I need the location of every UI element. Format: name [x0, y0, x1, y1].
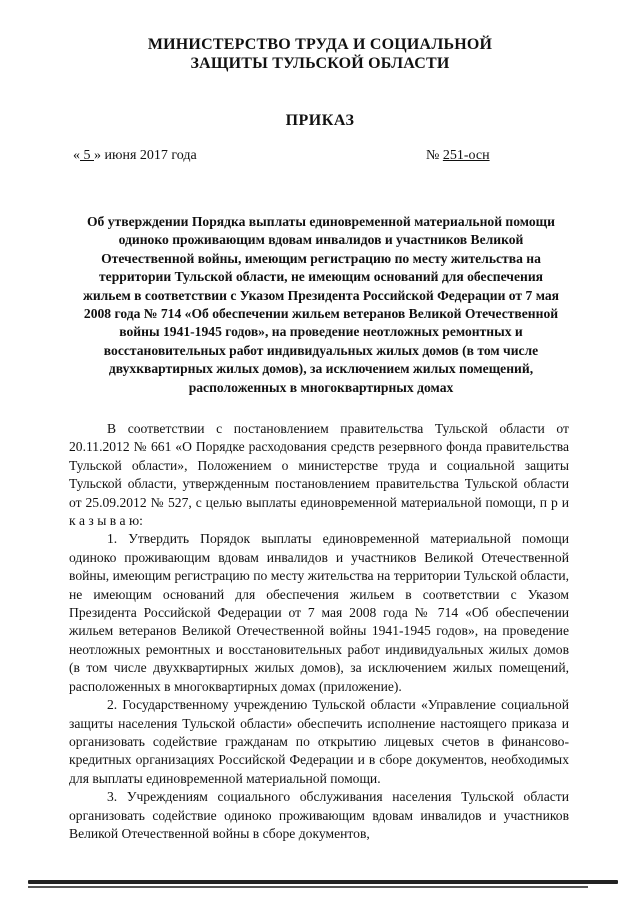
date-open-quote: «	[73, 148, 80, 163]
ministry-name	[120, 35, 520, 73]
preamble-paragraph: В соответствии с постановлением правительства Тульской области от 20.11.2012 № 661 «О Порядке расходования средств резервного фонда правительства Тульской области», Положением о министерстве труда и социальной защиты Тульской области, утвержденным постановлением правительства Тульской области от 25.09.2012 № 527, с целью выплаты единовременной материальной помощи, п р и к а з ы в а ю:	[69, 421, 569, 529]
ministry-line-2: ЗАЩИТЫ ТУЛЬСКОЙ ОБЛАСТИ	[190, 55, 450, 72]
scan-edge-line-secondary	[28, 886, 588, 888]
clause-3-paragraph: 3. Учреждениям социального обслуживания населения Тульской области организовать содействие одиноко проживающим вдовам инвалидов и участников Великой Отечественной войны в сборе документов,	[69, 789, 569, 841]
order-body	[69, 420, 569, 843]
order-subject: Об утверждении Порядка выплаты единовременной материальной помощи одиноко проживающим вдовам инвалидов и участников Великой Отечественной войны, имеющим регистрацию по месту жительства на территории Тульской области, не имеющим оснований для обеспечения жильем в соответствии с Указом Президента Российской Федерации от 7 мая 2008 года № 714 «Об обеспечении жильем ветеранов Великой Отечественной войны 1941-1945 годов», на проведение неотложных ремонтных и восстановительных работ индивидуальных жилых домов (в том числе двухквартирных жилых домов), за исключением жилых помещений, расположенных в многоквартирных домах	[82, 214, 560, 395]
scan-edge-line	[28, 880, 618, 884]
ministry-line-1: МИНИСТЕРСТВО ТРУДА И СОЦИАЛЬНОЙ	[147, 36, 493, 53]
clause-1-paragraph: 1. Утвердить Порядок выплаты единовременной материальной помощи одиноко проживающим вдовам инвалидов и участников Великой Отечественной войны, имеющим регистрацию по месту жительства на территории Тульской области, не имеющим оснований для обеспечения жильем в соответствии с Указом Президента Российской Федерации от 7 мая 2008 года № 714 «Об обеспечении жильем ветеранов Великой Отечественной войны 1941-1945 годов», на проведение неотложных ремонтных и восстановительных работ индивидуальных жилых домов (в том числе двухквартирных жилых домов), за исключением жилых помещений, расположенных в многоквартирных домах (приложение).	[69, 531, 569, 694]
date-rest: » июня 2017 года	[94, 148, 197, 163]
number-prefix: №	[426, 148, 443, 163]
order-number	[426, 148, 490, 164]
number-value: 251-осн	[442, 148, 490, 163]
order-date	[73, 148, 197, 164]
clause-2-paragraph: 2. Государственному учреждению Тульской области «Управление социальной защиты населения Тульской области» обеспечить исполнение настоящего приказа и организовать содействие гражданам по открытию лицевых счетов в финансово-кредитных организациях Российской Федерации и в сборе документов, необходимых для выплаты единовременной материальной помощи.	[69, 697, 569, 786]
document-type-title: ПРИКАЗ	[285, 112, 355, 129]
date-day: 5	[80, 148, 94, 163]
